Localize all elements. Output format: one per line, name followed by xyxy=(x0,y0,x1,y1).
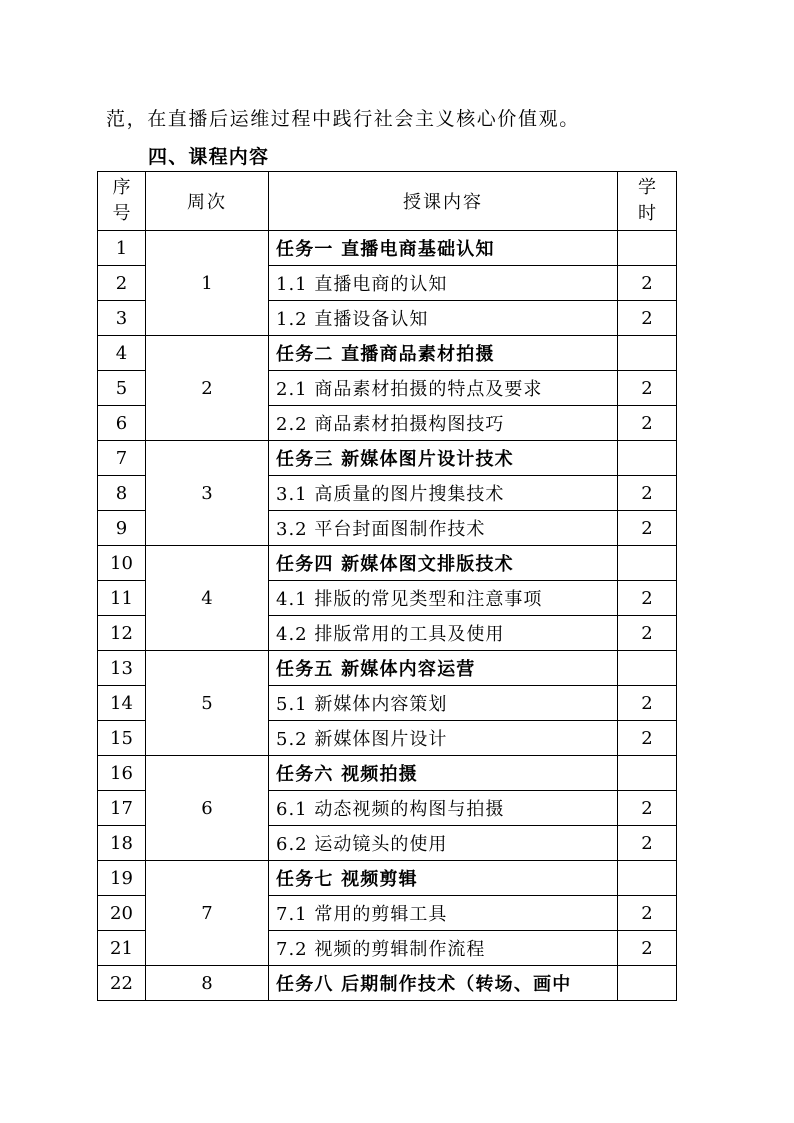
row-hours: 2 xyxy=(618,826,677,861)
header-week: 周次 xyxy=(146,172,269,231)
row-serial-number: 17 xyxy=(98,791,146,826)
row-task-title: 任务七 视频剪辑 xyxy=(269,861,618,896)
row-lesson-content: 2.2 商品素材拍摄构图技巧 xyxy=(269,406,618,441)
row-serial-number: 2 xyxy=(98,266,146,301)
row-hours: 2 xyxy=(618,791,677,826)
row-hours: 2 xyxy=(618,686,677,721)
table-row xyxy=(98,756,677,791)
row-task-title: 任务八 后期制作技术（转场、画中 xyxy=(269,966,618,1001)
row-task-title: 任务三 新媒体图片设计技术 xyxy=(269,441,618,476)
row-serial-number: 19 xyxy=(98,861,146,896)
row-serial-number: 18 xyxy=(98,826,146,861)
table-row xyxy=(98,546,677,581)
header-hours: 学 时 xyxy=(618,172,677,231)
row-week: 7 xyxy=(146,861,269,966)
row-serial-number: 14 xyxy=(98,686,146,721)
row-hours: 2 xyxy=(618,371,677,406)
table-row xyxy=(98,336,677,371)
row-lesson-content: 7.1 常用的剪辑工具 xyxy=(269,896,618,931)
table-row xyxy=(98,966,677,1001)
row-task-title: 任务四 新媒体图文排版技术 xyxy=(269,546,618,581)
row-hours xyxy=(618,861,677,896)
row-serial-number: 3 xyxy=(98,301,146,336)
row-lesson-content: 4.1 排版的常见类型和注意事项 xyxy=(269,581,618,616)
row-week: 5 xyxy=(146,651,269,756)
table-row xyxy=(98,861,677,896)
row-lesson-content: 4.2 排版常用的工具及使用 xyxy=(269,616,618,651)
row-serial-number: 15 xyxy=(98,721,146,756)
row-task-title: 任务六 视频拍摄 xyxy=(269,756,618,791)
row-week: 2 xyxy=(146,336,269,441)
table-row xyxy=(98,651,677,686)
table-row xyxy=(98,441,677,476)
row-lesson-content: 7.2 视频的剪辑制作流程 xyxy=(269,931,618,966)
row-hours xyxy=(618,441,677,476)
row-serial-number: 1 xyxy=(98,231,146,266)
row-serial-number: 10 xyxy=(98,546,146,581)
row-week: 8 xyxy=(146,966,269,1001)
course-content-table xyxy=(97,171,677,1001)
row-hours: 2 xyxy=(618,931,677,966)
row-lesson-content: 3.1 高质量的图片搜集技术 xyxy=(269,476,618,511)
row-serial-number: 8 xyxy=(98,476,146,511)
row-serial-number: 21 xyxy=(98,931,146,966)
header-content: 授课内容 xyxy=(269,172,618,231)
row-hours xyxy=(618,336,677,371)
row-serial-number: 5 xyxy=(98,371,146,406)
row-week: 6 xyxy=(146,756,269,861)
row-hours: 2 xyxy=(618,721,677,756)
row-lesson-content: 6.1 动态视频的构图与拍摄 xyxy=(269,791,618,826)
row-hours: 2 xyxy=(618,581,677,616)
row-hours xyxy=(618,756,677,791)
row-serial-number: 9 xyxy=(98,511,146,546)
header-serial-number: 序 号 xyxy=(98,172,146,231)
section-title: 四、课程内容 xyxy=(148,146,270,168)
row-week: 3 xyxy=(146,441,269,546)
row-hours: 2 xyxy=(618,406,677,441)
row-week: 4 xyxy=(146,546,269,651)
row-task-title: 任务五 新媒体内容运营 xyxy=(269,651,618,686)
row-hours xyxy=(618,231,677,266)
row-lesson-content: 5.2 新媒体图片设计 xyxy=(269,721,618,756)
row-hours xyxy=(618,966,677,1001)
row-lesson-content: 5.1 新媒体内容策划 xyxy=(269,686,618,721)
row-serial-number: 12 xyxy=(98,616,146,651)
table-row xyxy=(98,231,677,266)
row-serial-number: 13 xyxy=(98,651,146,686)
row-serial-number: 4 xyxy=(98,336,146,371)
row-hours: 2 xyxy=(618,511,677,546)
row-hours: 2 xyxy=(618,266,677,301)
row-serial-number: 6 xyxy=(98,406,146,441)
row-serial-number: 7 xyxy=(98,441,146,476)
row-week: 1 xyxy=(146,231,269,336)
row-hours: 2 xyxy=(618,896,677,931)
intro-paragraph-line: 范，在直播后运维过程中践行社会主义核心价值观。 xyxy=(106,108,580,130)
row-task-title: 任务二 直播商品素材拍摄 xyxy=(269,336,618,371)
row-serial-number: 11 xyxy=(98,581,146,616)
row-hours: 2 xyxy=(618,476,677,511)
row-lesson-content: 1.2 直播设备认知 xyxy=(269,301,618,336)
row-hours: 2 xyxy=(618,616,677,651)
row-task-title: 任务一 直播电商基础认知 xyxy=(269,231,618,266)
row-serial-number: 20 xyxy=(98,896,146,931)
row-serial-number: 22 xyxy=(98,966,146,1001)
row-hours xyxy=(618,651,677,686)
row-lesson-content: 2.1 商品素材拍摄的特点及要求 xyxy=(269,371,618,406)
row-hours xyxy=(618,546,677,581)
row-lesson-content: 6.2 运动镜头的使用 xyxy=(269,826,618,861)
table-header-row xyxy=(98,172,677,231)
row-lesson-content: 1.1 直播电商的认知 xyxy=(269,266,618,301)
row-hours: 2 xyxy=(618,301,677,336)
row-lesson-content: 3.2 平台封面图制作技术 xyxy=(269,511,618,546)
row-serial-number: 16 xyxy=(98,756,146,791)
